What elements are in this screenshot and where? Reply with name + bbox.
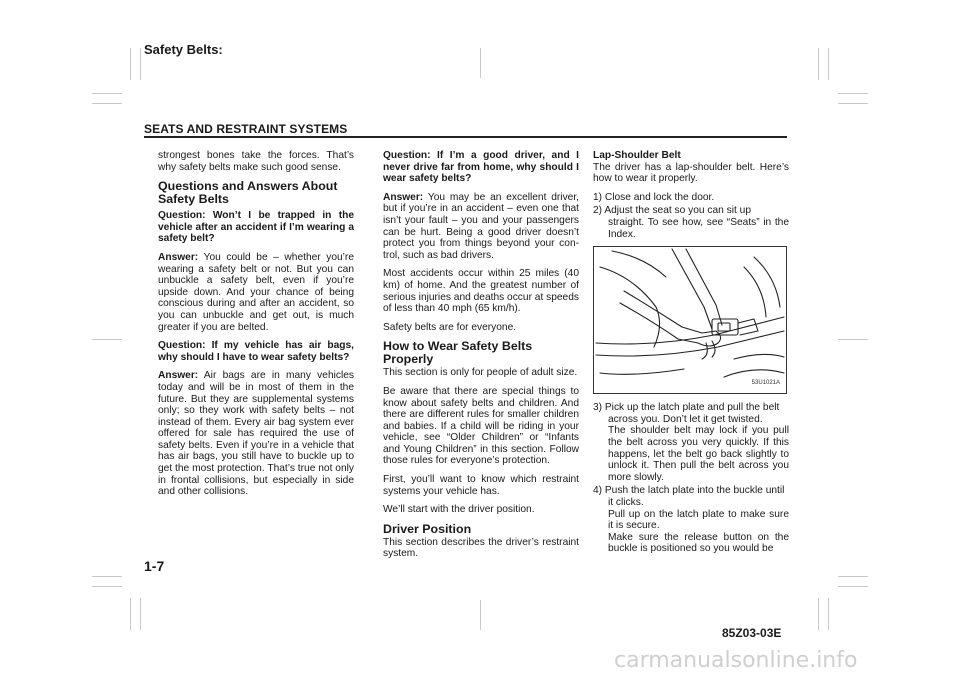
body-paragraph: First, you’ll want to know which restraint systems your vehicle has. <box>383 474 579 497</box>
seatbelt-illustration <box>594 247 786 393</box>
answer-text: You could be – whether you’re wearing a safety belt or not. But you can unbuckle a safety belt, even if you’re upside down. And your chance of being conscious during and after an accident, so you can unbuckle and get out, is much greater if you are belted. <box>158 251 354 333</box>
list-item-text: Pull up on the latch plate to make sure it is secure. <box>608 508 789 532</box>
crop-mark <box>92 339 122 340</box>
answer-label: Answer: <box>158 370 199 382</box>
page-number: 1-7 <box>144 558 165 574</box>
list-item-text: 3) Pick up the latch plate and pull the belt <box>593 402 780 414</box>
body-paragraph: Safety belts are for everyone. <box>383 321 517 333</box>
question-text: Question: Won’t I be trapped in the vehicle after an accident if I’m wearing a safety belt? <box>158 210 354 245</box>
list-item-text: across you. Don’t let it get twisted. <box>608 413 763 425</box>
body-paragraph: We’ll start with the driver position. <box>383 504 535 516</box>
body-paragraph: This section is only for people of adult size. <box>383 367 578 379</box>
figure-code: 53U1021A <box>751 379 780 386</box>
list-item-text: 2) Adjust the seat so you can sit up <box>593 205 752 217</box>
list-item: 1) Close and lock the door. <box>593 191 715 203</box>
answer-label: Answer: <box>158 251 199 263</box>
crop-mark <box>140 48 141 80</box>
body-paragraph: The driver has a lap-shoulder belt. Here’s how to wear it properly. <box>593 161 789 185</box>
list-item-text: 4) Push the latch plate into the buckle until <box>593 485 785 497</box>
crop-mark <box>828 598 829 630</box>
crop-mark <box>828 48 829 80</box>
list-item-text: straight. To see how, see “Seats” in the Index. <box>608 216 789 240</box>
question-text: Question: If my vehicle has air bags, why should I have to wear safety belts? <box>158 340 354 363</box>
crop-mark <box>92 576 122 577</box>
column-left <box>158 150 354 505</box>
crop-mark <box>838 576 868 577</box>
crop-mark <box>92 586 122 587</box>
answer-paragraph <box>158 252 354 333</box>
section-heading: Questions and Answers About Safety Belts <box>158 179 338 207</box>
watermark: carmanualsonline.info <box>614 648 858 673</box>
crop-mark <box>140 598 141 630</box>
list-item-text: The shoulder belt may lock if you pull the belt across you very quickly. If this happens, let the belt go back slightly to unlock it. Then pull the belt across you more slowly. <box>608 425 789 483</box>
crop-mark <box>818 48 819 80</box>
question-text: Question: If I’m a good driver, and I never drive far from home, why should I wear safety belts? <box>383 150 579 185</box>
list-item-text: Make sure the release button on the buckle is positioned so you would be <box>608 531 789 555</box>
crop-mark <box>838 103 868 104</box>
list-item <box>593 402 789 483</box>
page-title: SEATS AND RESTRAINT SYSTEMS <box>144 122 348 136</box>
list-item <box>593 205 789 240</box>
crop-mark <box>838 339 868 340</box>
crop-mark <box>480 48 481 78</box>
answer-paragraph <box>158 370 354 498</box>
crop-mark <box>130 48 131 80</box>
section-heading: Driver Position <box>383 521 472 536</box>
answer-label: Answer: <box>383 191 424 203</box>
section-label: Safety Belts: <box>144 42 223 57</box>
body-paragraph: Be aware that there are special things to know about safety belts and children. And there are different rules for smaller children and babies. If a child will be riding in your vehicle, see “Older Children” or “Infants and Young Children” in this section. Follow those rules for everyone’s protection. <box>383 385 579 467</box>
section-heading: How to Wear Safety Belts Properly <box>383 339 533 367</box>
body-paragraph: strongest bones take the forces. That’s why safety belts make such good sense. <box>158 150 354 173</box>
instruction-list <box>593 192 789 240</box>
illustration-figure <box>593 246 787 394</box>
body-paragraph: Most accidents occur within 25 miles (40 km) of home. And the greatest number of serious injuries and deaths occur at speeds of less than 40 mph (65 km/h). <box>383 268 579 315</box>
crop-mark <box>818 598 819 630</box>
crop-mark <box>838 586 868 587</box>
list-item-text: it clicks. <box>608 496 644 508</box>
subheading: Lap-Shoulder Belt <box>593 150 681 161</box>
header-divider <box>144 136 787 138</box>
column-right <box>593 150 789 561</box>
crop-mark <box>838 93 868 94</box>
crop-mark <box>92 93 122 94</box>
document-code: 85Z03-03E <box>722 626 782 640</box>
answer-text: You may be an excellent driver, but if you’re in an accident – even one that isn’t your fault – you and your passengers can be hurt. Being a good driver doesn’t protect you from things beyond your con-trol, such as bad drivers. <box>383 191 579 261</box>
answer-text: Air bags are in many vehicles today and will be in most of them in the future. But they are supplemental systems only; so they work with safety belts – not instead of them. Every air bag system ever offered for sale has required the use of safety belts. Even if you’re in a vehicle that has air bags, you still have to buckle up to get the most protection. That’s true not only in frontal collisions, but especially in side and other collisions. <box>158 370 354 498</box>
answer-paragraph <box>383 192 579 262</box>
crop-mark <box>130 598 131 630</box>
column-middle <box>383 150 579 567</box>
crop-mark <box>92 103 122 104</box>
crop-mark <box>480 600 481 630</box>
body-paragraph: This section describes the driver’s restraint system. <box>383 536 579 560</box>
list-item <box>593 485 789 555</box>
instruction-list <box>593 402 789 555</box>
